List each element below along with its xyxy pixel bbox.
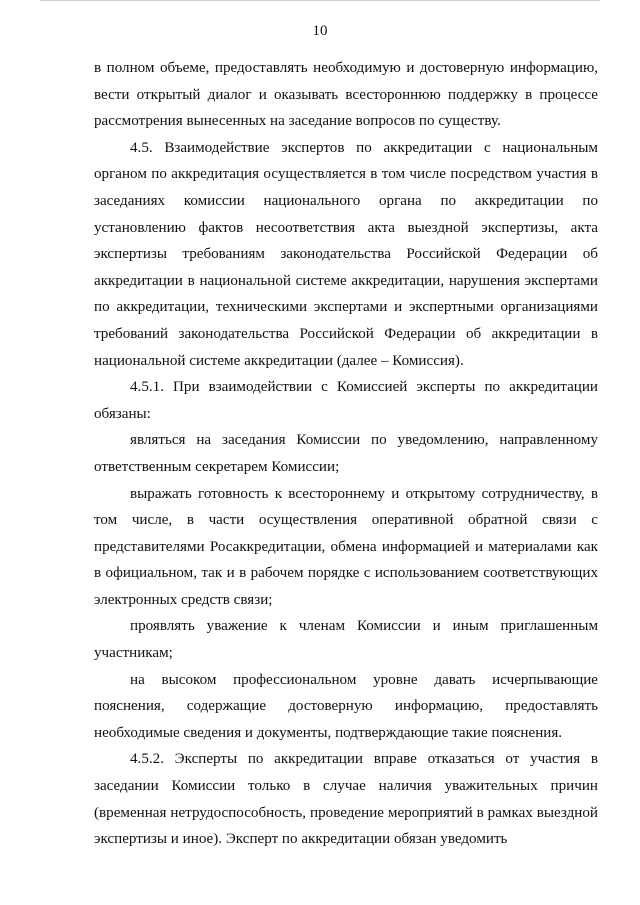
list-item-explanations: на высоком профессиональном уровне давать исчерпывающие пояснения, содержащие достоверную информацию, предоставлять необходимые сведения и документы, подтверждающие такие пояснения. — [94, 671, 598, 741]
document-body — [94, 55, 598, 853]
paragraph-continuation: в полном объеме, предоставлять необходимую и достоверную информацию, вести открытый диалог и оказывать всестороннюю поддержку в процессе рассмотрения вынесенных на заседание вопросов по существу. — [94, 60, 598, 130]
paragraph-4-5-2: 4.5.2. Эксперты по аккредитации вправе отказаться от участия в заседании Комиссии только в случае наличия уважительных причин (временная нетрудоспособность, проведение мероприятий в рамках выездной экспертизы и иное). Эксперт по аккредитации обязан уведомить — [94, 751, 598, 848]
page-number: 10 — [312, 23, 328, 39]
list-item-attend-meetings: являться на заседания Комиссии по уведомлению, направленному ответственным секретарем Комиссии; — [94, 432, 598, 475]
list-item-cooperation: выражать готовность к всестороннему и открытому сотрудничеству, в том числе, в части осуществления оперативной обратной связи с представителями Росаккредитации, обмена информацией и материалами как в официальном, так и в рабочем порядке с использованием соответствующих электронных средств связи; — [94, 485, 598, 608]
paragraph-4-5-1: 4.5.1. При взаимодействии с Комиссией эксперты по аккредитации обязаны: — [94, 379, 598, 422]
list-item-respect: проявлять уважение к членам Комиссии и иным приглашенным участникам; — [94, 618, 598, 662]
paragraph-4-5: 4.5. Взаимодействие экспертов по аккредитации с национальным органом по аккредитация осуществляется в том числе посредством участия в заседаниях комиссии национального органа по аккредитации по установлению фактов несоответствия акта выездной экспертизы, акта экспертизы требованиям законодательства Российской Федерации об аккредитации в национальной системе аккредитации, нарушения экспертами по аккредитации, техническими экспертами и экспертными организациями требований законодательства Российской Федерации об аккредитации в национальной системе аккредитации (далее – Комиссия). — [94, 139, 598, 369]
page-top-edge — [40, 0, 600, 3]
